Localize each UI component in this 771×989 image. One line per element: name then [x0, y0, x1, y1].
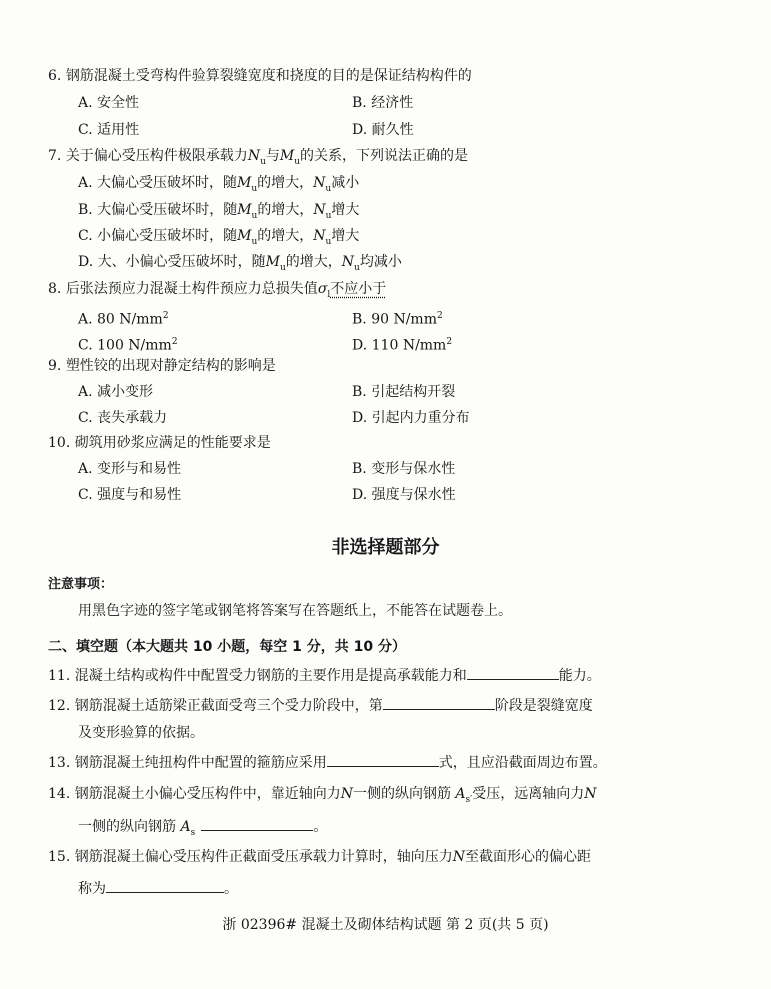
question-7: 7. 关于偏心受压构件极限承载力$N_u$与$M_u$的关系，下列说法正确的是	[48, 148, 468, 167]
option-10d: D. 强度与保水性	[352, 487, 456, 503]
answer-blank[interactable]	[106, 878, 224, 893]
question-12-line2: 及变形验算的依据。	[78, 725, 204, 741]
option-9c: C. 丧失承载力	[78, 410, 168, 426]
question-15-line2: 称为 。	[78, 878, 238, 899]
option-10a: A. 变形与和易性	[78, 461, 182, 477]
question-number: 8.	[48, 281, 62, 297]
option-8d: D. 110 $N/mm^2$	[352, 337, 453, 354]
question-8: 8. 后张法预应力混凝土构件预应力总损失值$\sigma_l$不应小于	[48, 281, 387, 300]
part2-title: 二、填空题（本大题共 10 小题，每空 1 分，共 10 分）	[48, 639, 406, 655]
question-14-line2: 一侧的纵向钢筋 $A_s$ 。	[78, 816, 327, 843]
option-10b: B. 变形与保水性	[352, 461, 456, 477]
option-6d: D. 耐久性	[352, 122, 414, 138]
question-number: 9.	[48, 358, 62, 374]
page-footer: 浙 02396# 混凝土及砌体结构试题 第 2 页(共 5 页)	[222, 917, 549, 933]
option-9d: D. 引起内力重分布	[352, 410, 470, 426]
question-number: 7.	[48, 148, 62, 164]
option-7d: D. 大、小偏心受压破坏时，随$M_u$的增大，$N_u$均减小	[78, 254, 402, 273]
section-title: 非选择题部分	[331, 537, 440, 558]
question-6	[48, 66, 472, 86]
option-9a: A. 减小变形	[78, 384, 154, 400]
question-15: 15. 钢筋混凝土偏心受压构件正截面受压承载力计算时，轴向压力N至截面形心的偏心距	[48, 849, 591, 865]
option-8c: C. 100 $N/mm^2$	[78, 337, 178, 354]
option-6c: C. 适用性	[78, 122, 140, 138]
option-8a: A. 80 $N/mm^2$	[78, 311, 169, 328]
question-13: 13. 钢筋混凝土纯扭构件中配置的箍筋应采用 式，且应沿截面周边布置。	[48, 752, 607, 773]
option-7b: B. 大偏心受压破坏时，随$M_u$的增大，$N_u$增大	[78, 202, 360, 221]
question-number: 6.	[48, 68, 62, 84]
question-11: 11. 混凝土结构或构件中配置受力钢筋的主要作用是提高承载能力和 能力。	[48, 665, 601, 686]
notice-title: 注意事项：	[48, 577, 114, 592]
option-7c: C. 小偏心受压破坏时，随$M_u$的增大，$N_u$增大	[78, 228, 360, 247]
question-stem: 钢筋混凝土受弯构件验算裂缝宽度和挠度的目的是保证结构构件的	[65, 68, 472, 84]
notice-text: 用黑色字迹的签字笔或钢笔将答案写在答题纸上，不能答在试题卷上。	[78, 603, 512, 619]
question-10: 10. 砌筑用砂浆应满足的性能要求是	[48, 435, 271, 451]
question-number: 10.	[48, 435, 71, 451]
option-8b: B. 90 $N/mm^2$	[352, 311, 443, 328]
option-6b: B. 经济性	[352, 95, 414, 111]
answer-blank[interactable]	[383, 695, 495, 710]
option-6a: A. 安全性	[78, 95, 140, 111]
question-14: 14. 钢筋混凝土小偏心受压构件中，靠近轴向力N一侧的纵向钢筋 $A_{s'}$受压，远离轴向力N	[48, 786, 597, 805]
answer-blank[interactable]	[327, 752, 439, 767]
option-7a: A. 大偏心受压破坏时，随$M_u$的增大，$N_u$减小	[78, 175, 360, 194]
question-9: 9. 塑性铰的出现对静定结构的影响是	[48, 358, 276, 374]
question-12: 12. 钢筋混凝土适筋梁正截面受弯三个受力阶段中，第 阶段是裂缝宽度	[48, 695, 593, 716]
answer-blank[interactable]	[201, 816, 313, 831]
answer-blank[interactable]	[467, 665, 559, 680]
option-10c: C. 强度与和易性	[78, 487, 182, 503]
option-9b: B. 引起结构开裂	[352, 384, 456, 400]
